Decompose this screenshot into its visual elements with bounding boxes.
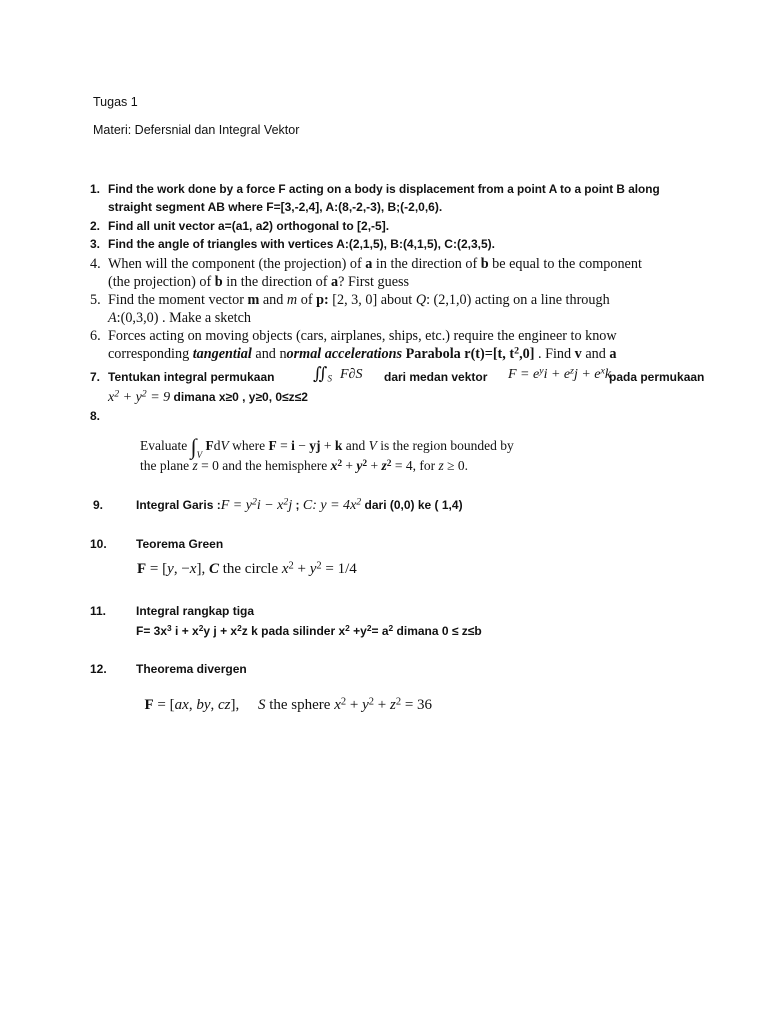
text-run: (the projection) of [108, 274, 215, 290]
text-run: ? First guess [338, 274, 410, 290]
item-9-line [136, 496, 463, 514]
text-run: the circle [218, 561, 282, 577]
term-cz: cz [217, 697, 231, 713]
text-run: j [288, 498, 293, 513]
exponent: 2 [368, 696, 375, 708]
text-run: , [188, 697, 197, 713]
exponent: y [539, 365, 544, 377]
text-run: = [ [146, 561, 168, 577]
text-run: + [320, 438, 335, 453]
text-run: : [312, 498, 321, 513]
text-run: = [ [153, 697, 175, 713]
text-run: ≥ 0. [443, 458, 469, 473]
item-12-expression [137, 680, 432, 714]
vector-F: F [205, 438, 214, 453]
vector-F: F [268, 438, 277, 453]
text-run: Find the moment vector [108, 292, 248, 308]
var-y: y [167, 561, 174, 577]
vector-a: a [331, 274, 339, 290]
text-run: + [342, 458, 357, 473]
volume-V: V [368, 438, 377, 453]
vector-m: m [247, 292, 260, 308]
text-run: in the direction of [372, 256, 481, 272]
var-z: z [381, 458, 387, 473]
item-4-number: 4. [90, 256, 101, 272]
text-run: : [213, 498, 221, 512]
item-5-line-2 [108, 310, 251, 327]
item-3-text: Find the angle of triangles with vertices A:(2,1,5), B:(4,1,5), C:(2,3,5). [108, 237, 495, 251]
surface-S: S [257, 697, 266, 713]
text-run: :(0,3,0) . Make a sketch [116, 310, 252, 326]
item-11-expression [136, 624, 482, 638]
text-run: and [581, 346, 610, 362]
exponent: 2 [237, 623, 242, 634]
surface-integral-symbol [313, 364, 332, 384]
double-integral-sign: ∬ [313, 364, 328, 383]
item-7-text: dari medan vektor [384, 370, 488, 384]
text-run: i + e [543, 367, 571, 382]
text-run: When will the component (the projection) of [108, 256, 366, 272]
text-run: = 1/4 [321, 561, 357, 577]
text-run: : (2,1,0) acting on a line through [426, 292, 610, 308]
integrand: F∂S [340, 367, 363, 382]
var-y: y [356, 458, 363, 473]
text-run: where [228, 438, 269, 453]
var-z: z [438, 458, 444, 473]
item-2-text: Find all unit vector a=(a1, a2) orthogonal to [2,-5]. [108, 219, 390, 233]
text-run: dari (0,0) ke ( 1,4) [361, 498, 463, 512]
text-run: , − [173, 561, 190, 577]
point-q: Q [415, 292, 427, 308]
point-a: A [108, 310, 117, 326]
text-run: ; [292, 498, 303, 512]
text-run: dimana x≥0 , y≥0, 0≤z≤2 [170, 390, 308, 404]
text-run: + [367, 458, 382, 473]
item-5-number: 5. [90, 292, 101, 308]
term-tangential: tangential [192, 346, 252, 362]
text-run: . Find [534, 346, 575, 362]
exponent: 2 [514, 345, 520, 357]
item-11-number: 11. [90, 604, 107, 618]
text-run: x [108, 390, 115, 405]
item-7-line-2 [108, 388, 308, 406]
item-1-line-2: straight segment AB where F=[3,-2,4], A:(8,-2,-3), B;(-2,0,6). [108, 200, 443, 214]
text-run: d [213, 438, 221, 453]
curve-expression [303, 498, 361, 513]
text-run: of [297, 292, 317, 308]
exponent: z [570, 365, 574, 377]
text-run: is the region bounded by [376, 438, 514, 453]
integral-sign: ∫ [190, 434, 197, 459]
text-run: F= 3x [136, 624, 168, 638]
force-expression [221, 498, 292, 513]
exponent: 2 [114, 388, 120, 400]
vector-F: F [144, 697, 154, 713]
item-9-label: Integral Garis [136, 498, 214, 512]
text-run: and n [251, 346, 287, 362]
item-7-number: 7. [90, 370, 101, 384]
exponent: 2 [395, 696, 402, 708]
text-run: and [342, 438, 369, 453]
item-11-label: Integral rangkap tiga [136, 604, 255, 618]
term-yj: yj [309, 438, 321, 453]
text-run: and [259, 292, 287, 308]
text-run: , [210, 697, 218, 713]
item-6-line-2 [108, 346, 616, 363]
page-title: Tugas 1 [93, 95, 138, 109]
item-10-label: Teorema Green [136, 537, 224, 551]
item-1-number: 1. [90, 182, 101, 196]
item-10-expression [137, 561, 357, 578]
item-4-line-2 [108, 274, 409, 291]
text-run: F = y [220, 498, 252, 513]
item-4-line-1 [108, 256, 642, 273]
text-run: + [346, 697, 363, 713]
var-x: x [281, 561, 289, 577]
text-run: y j + x [203, 624, 238, 638]
text-run: = a [371, 624, 389, 638]
item-2-number: 2. [90, 219, 101, 233]
text-run: dimana 0 ≤ z≤b [393, 624, 482, 638]
exponent: 2 [386, 458, 392, 469]
exponent: 2 [356, 496, 362, 508]
text-run: y [320, 498, 327, 513]
exponent: 2 [251, 496, 257, 508]
exponent: 2 [316, 560, 322, 572]
exponent: 2 [366, 623, 372, 634]
var-x: x [334, 697, 341, 713]
unit-i: i [291, 438, 295, 453]
item-6-number: 6. [90, 328, 101, 344]
item-12-number: 12. [90, 662, 107, 676]
integral-subscript: V [196, 450, 203, 461]
text-run: corresponding [108, 346, 193, 362]
text-run: + [374, 697, 390, 713]
vector-b: b [480, 256, 489, 272]
curve-C: C [208, 561, 219, 577]
vector-a: a [609, 346, 617, 362]
exponent: x [600, 365, 605, 377]
volume-V: V [220, 438, 229, 453]
text-run: = [276, 438, 292, 453]
term-by: by [196, 697, 211, 713]
text-run: j + e [573, 367, 601, 382]
var-z: z [192, 458, 198, 473]
page-subtitle: Materi: Defersnial dan Integral Vektor [93, 123, 300, 137]
text-run: = 36 [401, 697, 433, 713]
integral-subscript: S [327, 373, 332, 384]
vector-v: v [574, 346, 582, 362]
text-run: be equal to the component [488, 256, 642, 272]
vector-field-expression [508, 367, 611, 383]
vector-b: b [214, 274, 223, 290]
var-y: y [309, 561, 317, 577]
var-y: y [362, 697, 369, 713]
exponent: 2 [362, 458, 368, 469]
exponent: 2 [141, 388, 147, 400]
item-8-line-2 [140, 458, 468, 474]
exponent: 2 [198, 623, 204, 634]
item-3-number: 3. [90, 237, 101, 251]
exponent: 2 [388, 623, 394, 634]
exponent: 2 [340, 696, 347, 708]
exponent: 2 [283, 496, 289, 508]
exponent: 2 [288, 560, 294, 572]
text-run: the sphere [265, 697, 335, 713]
text-run: x [350, 498, 357, 513]
var-z: z [390, 697, 396, 713]
text-run: z k pada silinder x [241, 624, 346, 638]
var-x: x [189, 561, 197, 577]
item-8-line-1 [140, 430, 514, 461]
exponent: 2 [337, 458, 343, 469]
vector-a: a [365, 256, 373, 272]
text-run: Parabola r(t)=[t, t [402, 346, 515, 362]
text-run: F = e [508, 367, 540, 382]
item-12-label: Theorema divergen [136, 662, 247, 676]
text-run: [2, 3, 0] about [328, 292, 416, 308]
term-ax: ax [174, 697, 189, 713]
item-8-number: 8. [90, 409, 101, 423]
text-run: ,0] [519, 346, 535, 362]
var-x: x [330, 458, 338, 473]
text-run: + y [119, 390, 142, 405]
item-7-text-2: pada permukaan [609, 370, 705, 384]
item-10-number: 10. [90, 537, 107, 551]
text-run: C [302, 498, 313, 513]
text-run: k [604, 367, 612, 382]
text-run: = 4 [326, 498, 351, 513]
text-run: − [294, 438, 310, 453]
text-run: = 9 [146, 390, 171, 405]
item-9-number: 9. [93, 498, 104, 512]
text-run: = 0 and the hemisphere [197, 458, 331, 473]
text-run: the plane [140, 458, 193, 473]
vector-p: p: [316, 292, 329, 308]
text-run: + [293, 561, 310, 577]
text-run: i + x [171, 624, 199, 638]
scalar-m: m [286, 292, 298, 308]
item-6-line-1: Forces acting on moving objects (cars, airplanes, ships, etc.) require the engineer to know [108, 328, 617, 344]
text-run: ], [196, 561, 209, 577]
text-run: ], [230, 697, 258, 713]
vector-F: F [137, 561, 147, 577]
item-7-label: Tentukan integral permukaan [108, 370, 275, 384]
exponent: 3 [167, 623, 172, 634]
text-run: = 4, for [391, 458, 439, 473]
item-1-line-1: Find the work done by a force F acting on a body is displacement from a point A to a point B along [108, 182, 660, 196]
text-run: +y [349, 624, 367, 638]
surface-equation [108, 390, 170, 405]
text-run: Evaluate [140, 438, 188, 453]
item-5-line-1 [108, 292, 610, 309]
term-normal-accelerations: ormal accelerations [286, 346, 403, 362]
exponent: 2 [345, 623, 350, 634]
text-run: i − x [256, 498, 284, 513]
parabola-expression [402, 346, 534, 362]
unit-k: k [334, 438, 343, 453]
text-run: in the direction of [222, 274, 332, 290]
